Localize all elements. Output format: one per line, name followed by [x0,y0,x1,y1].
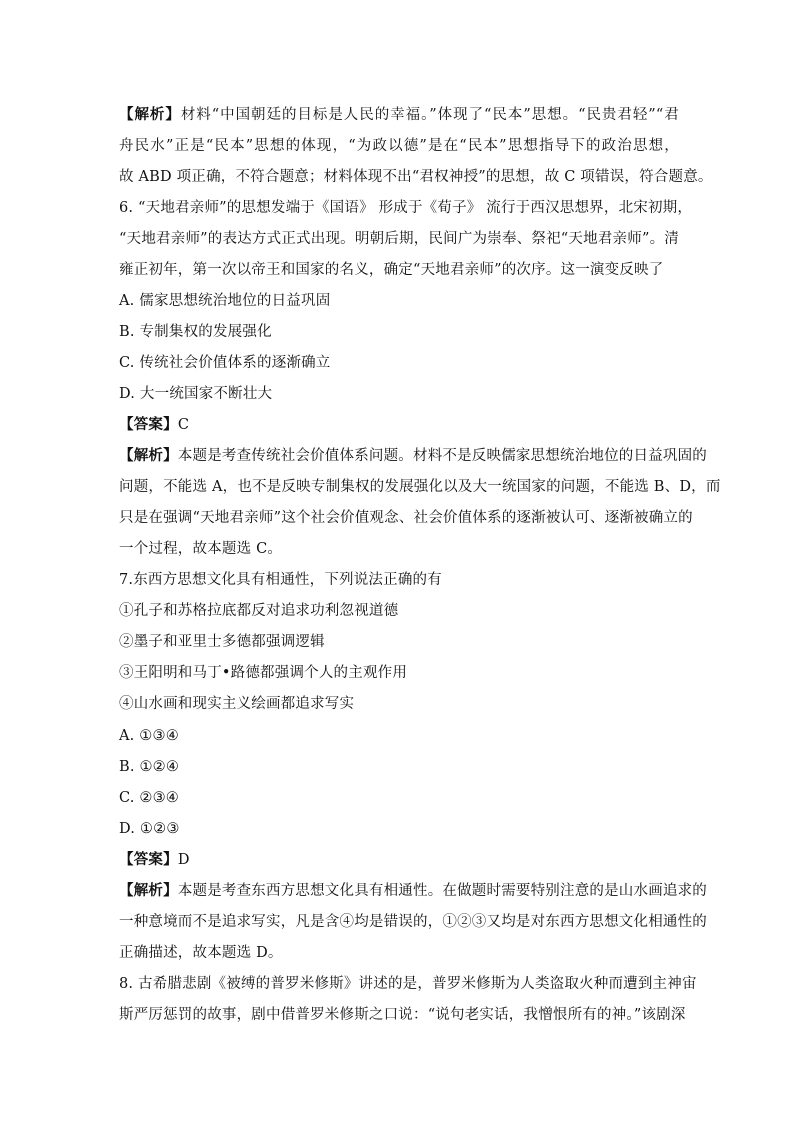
q6-option-c: C. 传统社会价值体系的逐渐确立 [119,355,331,371]
q7-statement-2: ②墨子和亚里士多德都强调逻辑 [119,634,325,650]
q6-analysis-line-4: 一个过程，故本题选 C。 [119,541,283,557]
q7-stem: 7.东西方思想文化具有相通性，下列说法正确的有 [119,572,442,588]
answer-tag: 【答案】 [119,416,178,433]
q6-analysis-line-2: 问题，不能选 A，也不是反映专制集权的发展强化以及大一统国家的问题，不能选 B、D，而 [119,479,721,495]
q5-analysis-line-2: 舟民水”正是“民本”思想的体现，“为政以德”是在“民本”思想指导下的政治思想， [119,138,679,154]
q7-option-c: C. ②③④ [119,790,179,806]
q7-statement-1: ①孔子和苏格拉底都反对追求功利忽视道德 [119,603,399,619]
q8-stem-line-2: 斯严厉惩罚的故事，剧中借普罗米修斯之口说：“说句老实话，我憎恨所有的神。”该剧深 [119,1007,686,1023]
analysis-tag: 【解析】 [119,882,178,899]
q7-option-d: D. ①②③ [119,821,180,837]
analysis-tag: 【解析】 [119,447,178,464]
q8-stem-line-1: 8. 古希腊悲剧《被缚的普罗米修斯》讲述的是，普罗米修斯为人类盗取火种而遭到主神宙 [119,976,697,992]
q7-answer [119,850,679,870]
q6-answer [119,415,679,435]
q6-option-a: A. 儒家思想统治地位的日益巩固 [119,293,331,309]
answer-value: D [177,852,190,868]
q7-option-b: B. ①②④ [119,759,180,775]
q7-statement-4: ④山水画和现实主义绘画都追求写实 [119,696,355,712]
q7-option-a: A. ①③④ [119,728,179,744]
q6-stem-line-1: 6. “天地君亲师”的思想发端于《国语》 形成于《荀子》 流行于西汉思想界，北宋初期， [119,200,693,216]
analysis-tag: 【解析】 [119,106,181,123]
q5-analysis-line-3: 故 ABD 项正确，不符合题意；材料体现不出“君权神授”的思想，故 C 项错误，符合题意。 [119,169,713,185]
answer-value: C [177,417,190,433]
q6-analysis-line-1: 【解析】本题是考查传统社会价值体系问题。材料不是反映儒家思想统治地位的日益巩固的 [119,447,708,464]
q6-analysis-line-3: 只是在强调“天地君亲师”这个社会价值观念、社会价值体系的逐渐被认可、逐渐被确立的 [119,510,693,526]
q7-analysis-line-2: 一种意境而不是追求写实，凡是含④均是错误的，①②③又均是对东西方思想文化相通性的 [119,914,707,930]
q6-option-d: D. 大一统国家不断壮大 [119,386,273,402]
q7-analysis-line-1: 【解析】本题是考查东西方思想文化具有相通性。在做题时需要特别注意的是山水画追求的 [119,882,708,899]
q6-stem-line-2: “天地君亲师”的表达方式正式出现。明朝后期，民间广为崇奉、祭祀“天地君亲师”。清 [119,231,679,247]
q7-statement-3: ③王阳明和马丁•路德都强调个人的主观作用 [119,665,408,681]
q5-analysis-line-1: 【解析】材料“中国朝廷的目标是人民的幸福。”体现了“民本”思想。“民贵君轻”“君 [119,106,679,123]
answer-tag: 【答案】 [119,851,178,868]
q6-stem-line-3: 雍正初年，第一次以帝王和国家的名义，确定“天地君亲师”的次序。这一演变反映了 [119,262,664,278]
q7-analysis-line-3: 正确描述，故本题选 D。 [119,945,283,961]
q6-option-b: B. 专制集权的发展强化 [119,324,272,340]
